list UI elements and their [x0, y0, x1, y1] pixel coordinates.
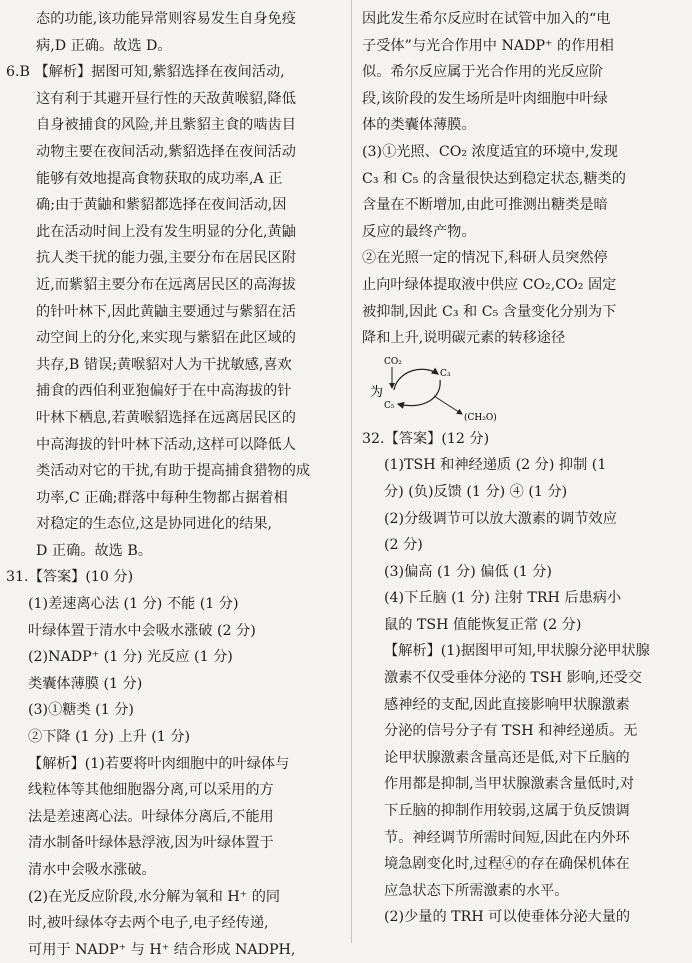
text-line: 被抑制,因此 C₃ 和 C₅ 含量变化分别为下 [362, 303, 617, 320]
text-line: 中高海拔的针叶林下活动,这样可以降低人 [36, 436, 296, 453]
text-line: 类活动对它的干扰,有助于提高捕食猎物的成 [36, 463, 311, 480]
text-line: 似。希尔反应属于光合作用的光反应阶 [362, 64, 604, 81]
answer-line: (1)差速离心法 (1 分) 不能 (1 分) [28, 596, 239, 613]
cycle-arc-bottom [398, 380, 440, 406]
text-line: (2)少量的 TRH 可以使垂体分泌大量的 [384, 909, 631, 926]
text-line: 能够有效地提高食物获取的成功率,A 正 [36, 170, 283, 187]
text-line: 共存,B 错误;黄喉貂对人为干扰敏感,喜欢 [36, 356, 292, 373]
c5-label: C₅ [384, 400, 395, 411]
text-line: 节。神经调节所需时间短,因此在内外环 [384, 829, 630, 846]
product-arrow [434, 396, 462, 414]
text-line: ②在光照一定的情况下,科研人员突然停 [362, 250, 608, 267]
text-line: 的针叶林下,因此黄鼬主要通过与紫貂在活 [36, 303, 296, 320]
column-divider [351, 0, 352, 943]
text-line: 时,被叶绿体夺去两个电子,电子经传递, [28, 915, 269, 932]
text-line: 自身被捕食的风险,并且紫貂主食的啮齿目 [36, 117, 296, 134]
text-line: 降和上升,说明碳元素的转移途径 [362, 330, 566, 347]
text-line: 清水制备叶绿体悬浮液,因为叶绿体置于 [28, 835, 274, 852]
answer-line: (2)分级调节可以放大激素的调节效应 [384, 510, 617, 527]
text-line: 动空间上的分化,来实现与紫貂在此区域的 [36, 330, 296, 347]
text-line: 因此发生希尔反应时在试管中加入的“电 [362, 11, 611, 27]
text-line: 激素不仅受垂体分泌的 TSH 影响,还受交 [384, 670, 642, 687]
text-line: D 正确。故选 B。 [36, 542, 152, 559]
text-line: 子受体”与光合作用中 NADP⁺ 的作用相 [362, 37, 614, 54]
ch2o-label: (CH₂O) [464, 412, 497, 423]
text-line: 抗人类干扰的能力强,主要分布在居民区附 [36, 250, 296, 267]
text-line: 反应的最终产物。 [362, 223, 476, 240]
text-line: 含量在不断增加,由此可推测出糖类是暗 [362, 197, 608, 214]
question-32-header: 32.【答案】(12 分) [362, 430, 490, 447]
text-line: C₃ 和 C₅ 的含量很快达到稳定状态,糖类的 [362, 170, 626, 187]
text-line: 作用都是抑制,当甲状腺激素含量低时,对 [384, 776, 635, 793]
c3-label: C₃ [440, 368, 451, 379]
text-line: 论甲状腺激素含量高还是低,对下丘脑的 [384, 749, 630, 766]
answer-line: (2)NADP⁺ (1 分) 光反应 (1 分) [28, 649, 233, 666]
cycle-arc-top [394, 369, 438, 390]
answer-line: (3)偏高 (1 分) 偏低 (1 分) [384, 563, 552, 580]
text-line: 应急状态下所需激素的水平。 [384, 882, 569, 899]
text-line: 止向叶绿体提取液中供应 CO₂,CO₂ 固定 [362, 276, 617, 293]
text-line: 可用于 NADP⁺ 与 H⁺ 结合形成 NADPH, [28, 941, 296, 958]
answer-line: ②下降 (1 分) 上升 (1 分) [28, 729, 191, 746]
text-line: 分泌的信号分子有 TSH 和神经递质。无 [384, 723, 638, 740]
text-line: 清水中会吸水涨破。 [28, 862, 156, 878]
text-line: 捕食的西伯利亚狍偏好于在中高海拔的针 [36, 383, 292, 400]
carbon-cycle-svg [370, 352, 520, 426]
text-line: 动物主要在夜间活动,紫貂选择在夜间活动 [36, 143, 296, 160]
text-line: (2)在光反应阶段,水分解为氧和 H⁺ 的同 [28, 888, 281, 905]
answer-line: 分) (负)反馈 (1 分) ④ (1 分) [384, 483, 568, 500]
text-line: 功率,C 正确;群落中每种生物都占据着相 [36, 489, 288, 506]
text-line: 叶林下栖息,若黄喉貂选择在远离居民区的 [36, 409, 296, 426]
text-line: 下丘脑的抑制作用较弱,这属于负反馈调 [384, 803, 630, 820]
text-line: 感神经的支配,因此直接影响甲状腺激素 [384, 696, 630, 713]
text-line: 确;由于黄鼬和紫貂都选择在夜间活动,因 [36, 197, 287, 214]
text-line: 近,而紫貂主要分布在远离居民区的高海拔 [36, 276, 296, 293]
text-line: 对稳定的生态位,这是协同进化的结果, [36, 516, 273, 533]
answer-line: (2 分) [384, 537, 423, 554]
answer-line: (3)①糖类 (1 分) [28, 702, 134, 719]
answer-line: 类囊体薄膜 (1 分) [28, 675, 143, 692]
left-column [6, 6, 342, 963]
co2-label: CO₂ [384, 356, 402, 367]
answer-line: 叶绿体置于清水中会吸水涨破 (2 分) [28, 622, 256, 639]
text-line: 线粒体等其他细胞器分离,可以采用的方 [28, 782, 274, 799]
question-6-header: 6.B 【解析】据图可知,紫貂选择在夜间活动, [6, 64, 285, 81]
text-line: 态的功能,该功能异常则容易发生自身免疫 [36, 11, 296, 27]
text-line: (3)①光照、CO₂ 浓度适宜的环境中,发现 [362, 143, 618, 160]
text-line: 境急剧变化时,过程④的存在确保机体在 [384, 856, 630, 873]
answer-line: (4)下丘脑 (1 分) 注射 TRH 后患病小 [384, 590, 622, 607]
text-line: 此在活动时间上没有发生明显的分化,黄鼬 [36, 223, 296, 240]
question-31-header: 31.【答案】(10 分) [6, 569, 134, 586]
carbon-cycle-diagram [362, 352, 686, 426]
right-column [362, 6, 686, 931]
text-line: 法是差速离心法。叶绿体分离后,不能用 [28, 808, 274, 825]
analysis-line: 【解析】(1)据图甲可知,甲状腺分泌甲状腺 [384, 643, 650, 660]
answer-line: 鼠的 TSH 值能恢复正常 (2 分) [384, 616, 582, 633]
text-line: 体的类囊体薄膜。 [362, 117, 476, 134]
answer-line: (1)TSH 和神经递质 (2 分) 抑制 (1 [384, 457, 607, 474]
text-line: 这有利于其避开昼行性的天敌黄喉貂,降低 [36, 90, 296, 107]
analysis-line: 【解析】(1)若要将叶肉细胞中的叶绿体与 [28, 755, 290, 772]
text-line: 病,D 正确。故选 D。 [36, 37, 172, 54]
text-line: 段,该阶段的发生场所是叶肉细胞中叶绿 [362, 90, 608, 107]
diagram-prefix: 为 [370, 384, 384, 400]
